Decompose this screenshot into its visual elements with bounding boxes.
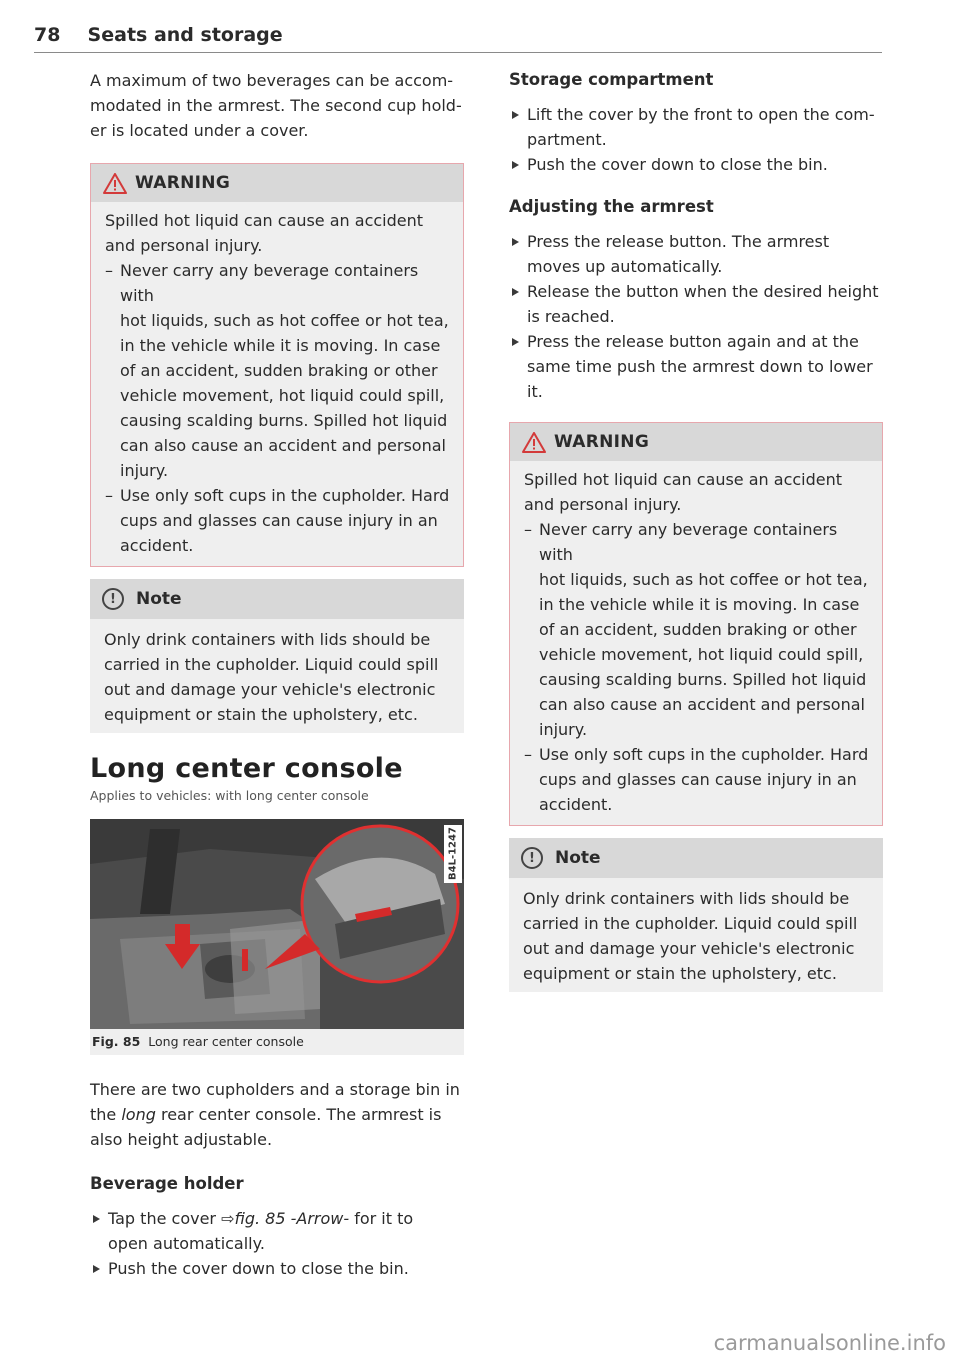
warning-title: WARNING xyxy=(554,432,650,452)
beverage-holder-heading: Beverage holder xyxy=(90,1174,244,1193)
text-line: – Never carry any beverage containers with xyxy=(120,261,419,305)
warning-item xyxy=(524,742,870,817)
watermark: carmanualsonline.info xyxy=(713,1331,946,1355)
text-line: accident. xyxy=(120,536,194,555)
text-line: injury. xyxy=(120,461,169,480)
text-line: in the vehicle while it is moving. In case xyxy=(120,336,441,355)
text-line: hot liquids, such as hot coffee or hot tea, xyxy=(539,570,868,589)
text-line: Spilled hot liquid can cause an accident xyxy=(105,211,424,230)
text-line: – Use only soft cups in the cupholder. Hard xyxy=(120,486,450,505)
armrest-heading: Adjusting the armrest xyxy=(509,197,714,216)
text-line: Press the release button again and at the xyxy=(527,332,859,351)
warning-body xyxy=(510,461,882,825)
text-line: Only drink containers with lids should be xyxy=(104,630,431,649)
note-box xyxy=(90,579,464,733)
chapter-heading: Long center console xyxy=(90,753,403,784)
text-span: the xyxy=(90,1105,122,1124)
text-line: cups and glasses can cause injury in an xyxy=(539,770,857,789)
text-line: Lift the cover by the front to open the com- xyxy=(527,105,875,124)
beverage-steps xyxy=(90,1206,464,1281)
text-line: Press the release button. The armrest xyxy=(527,232,830,251)
figure-caption-text: Long rear center console xyxy=(148,1034,304,1049)
warning-item xyxy=(105,483,451,558)
step-item xyxy=(509,329,883,404)
warning-triangle-icon xyxy=(103,173,127,194)
text-line: Spilled hot liquid can cause an accident xyxy=(524,470,843,489)
note-body xyxy=(90,619,464,733)
text-line: carried in the cupholder. Liquid could spill xyxy=(104,655,439,674)
step-item xyxy=(90,1256,464,1281)
text-line: can also cause an accident and personal xyxy=(539,695,865,714)
note-title: Note xyxy=(555,848,601,868)
text-line: modated in the armrest. The second cup hold- xyxy=(90,96,462,115)
text-span: Tap the cover xyxy=(108,1209,222,1228)
warning-list xyxy=(524,517,870,817)
text-line: Only drink containers with lids should be xyxy=(523,889,850,908)
text-line: cups and glasses can cause injury in an xyxy=(120,511,438,530)
text-line: er is located under a cover. xyxy=(90,121,309,140)
figure-reference-link[interactable]: fig. 85 -Arrow- xyxy=(234,1209,350,1228)
text-line: Push the cover down to close the bin. xyxy=(527,155,828,174)
step-item xyxy=(509,229,883,279)
console-illustration xyxy=(90,819,464,1029)
note-exclamation-icon: ! xyxy=(521,847,543,869)
text-line xyxy=(90,1102,464,1127)
emphasis-text: long xyxy=(121,1105,156,1124)
text-line: is reached. xyxy=(527,307,615,326)
text-span: for it to xyxy=(349,1209,414,1228)
text-line: injury. xyxy=(539,720,588,739)
text-line: equipment or stain the upholstery, etc. xyxy=(523,964,837,983)
text-line: of an accident, sudden braking or other xyxy=(539,620,857,639)
text-line: it. xyxy=(527,382,543,401)
text-line: – Never carry any beverage containers with xyxy=(539,520,838,564)
text-line: and personal injury. xyxy=(105,236,263,255)
right-column xyxy=(509,68,883,1012)
text-line: partment. xyxy=(527,130,607,149)
text-line: – Use only soft cups in the cupholder. Hard xyxy=(539,745,869,764)
text-line: causing scalding burns. Spilled hot liquid xyxy=(539,670,867,689)
section-title: Seats and storage xyxy=(87,24,283,46)
text-line: carried in the cupholder. Liquid could spill xyxy=(523,914,858,933)
warning-title: WARNING xyxy=(135,173,231,193)
warning-header xyxy=(91,164,463,202)
warning-header xyxy=(510,423,882,461)
storage-steps xyxy=(509,102,883,177)
note-exclamation-icon: ! xyxy=(102,588,124,610)
text-line: same time push the armrest down to lower xyxy=(527,357,873,376)
text-line: accident. xyxy=(539,795,613,814)
note-box xyxy=(509,838,883,992)
text-line: moves up automatically. xyxy=(527,257,723,276)
text-line: open automatically. xyxy=(108,1234,265,1253)
text-line: hot liquids, such as hot coffee or hot tea, xyxy=(120,311,449,330)
text-line: vehicle movement, hot liquid could spill, xyxy=(539,645,864,664)
warning-triangle-icon xyxy=(522,432,546,453)
text-line xyxy=(108,1206,464,1231)
text-line: causing scalding burns. Spilled hot liquid xyxy=(120,411,448,430)
step-item xyxy=(90,1206,464,1256)
step-item xyxy=(509,102,883,152)
left-column xyxy=(90,68,464,1299)
figure-label: Fig. 85 xyxy=(92,1034,141,1049)
warning-item xyxy=(105,258,451,483)
figure-image xyxy=(90,819,464,1029)
warning-body xyxy=(91,202,463,566)
text-line: also height adjustable. xyxy=(90,1130,273,1149)
intro-paragraph xyxy=(90,68,464,143)
note-header xyxy=(90,579,464,619)
page-number: 78 xyxy=(34,24,61,46)
text-line: Push the cover down to close the bin. xyxy=(108,1259,409,1278)
text-line: There are two cupholders and a storage bin in xyxy=(90,1080,460,1099)
warning-box xyxy=(90,163,464,567)
warning-list xyxy=(105,258,451,558)
text-line: out and damage your vehicle's electronic xyxy=(104,680,436,699)
text-line: A maximum of two beverages can be accom- xyxy=(90,71,454,90)
warning-box xyxy=(509,422,883,826)
storage-heading: Storage compartment xyxy=(509,70,714,89)
text-line: vehicle movement, hot liquid could spill, xyxy=(120,386,445,405)
text-line: and personal injury. xyxy=(524,495,682,514)
step-item xyxy=(509,152,883,177)
armrest-steps xyxy=(509,229,883,404)
text-line: can also cause an accident and personal xyxy=(120,436,446,455)
step-item xyxy=(509,279,883,329)
figure-code: B4L-1247 xyxy=(444,825,462,883)
applies-to-text: Applies to vehicles: with long center console xyxy=(90,788,369,803)
text-line: in the vehicle while it is moving. In case xyxy=(539,595,860,614)
note-title: Note xyxy=(136,589,182,609)
note-body xyxy=(509,878,883,992)
text-span: rear center console. The armrest is xyxy=(155,1105,442,1124)
figure-caption xyxy=(90,1029,464,1055)
warning-item xyxy=(524,517,870,742)
note-header xyxy=(509,838,883,878)
text-line: equipment or stain the upholstery, etc. xyxy=(104,705,418,724)
text-line: Release the button when the desired height xyxy=(527,282,879,301)
body-paragraph xyxy=(90,1077,464,1152)
text-line: of an accident, sudden braking or other xyxy=(120,361,438,380)
reference-arrow-icon: ⇨ xyxy=(221,1209,235,1228)
text-line: out and damage your vehicle's electronic xyxy=(523,939,855,958)
page-header xyxy=(34,24,882,53)
